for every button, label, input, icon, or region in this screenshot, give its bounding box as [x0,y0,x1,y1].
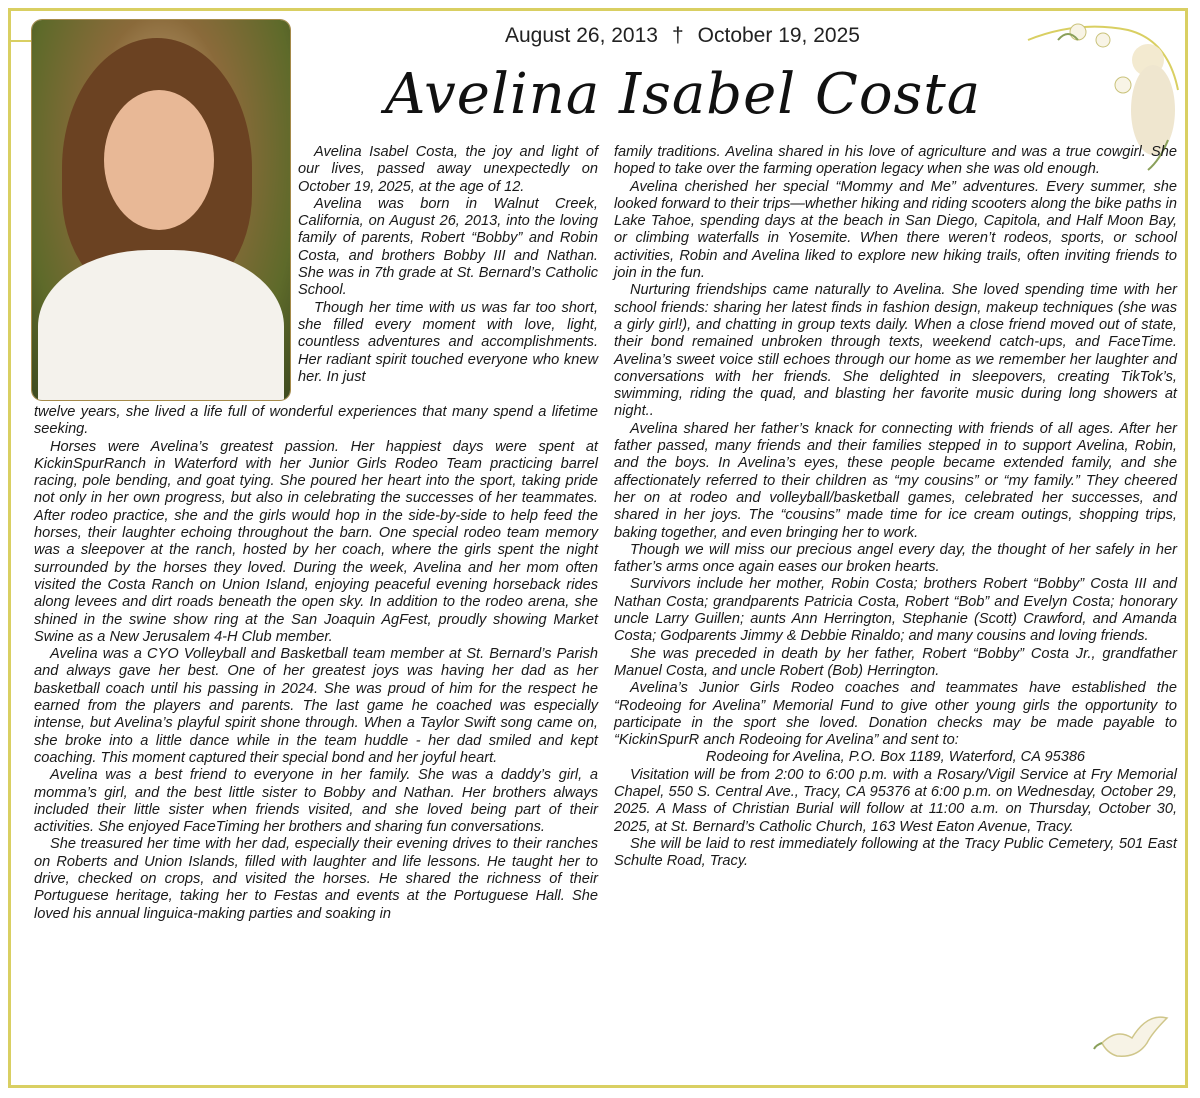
paragraph: Though her time with us was far too short, she filled every moment with love, light, countless adventures and accomplishments. Her radiant spirit touched everyone who knew her. In just [298,299,598,385]
cross-icon: † [671,24,684,47]
paragraph: Avelina was born in Walnut Creek, California, on August 26, 2013, into the loving family of parents, Robert “Bobby” and Robin Costa, and brothers Bobby III and Nathan. She was in 7th grade at St. Bernard’s Catholic School. [298,195,598,299]
paragraph: Avelina shared her father’s knack for connecting with friends of all ages. After her father passed, many friends and their families stepped in to support Avelina, Robin, and the boys. In Avelina’s eyes, these people became extended family, and she affectionately referred to their children as “my cousins” or “my family.” They cheered her on at rodeo and volleyball/basketball games, celebrated her successes, and shared in her joys. The “cousins” made time for ice cream outings, shopping trips, baking together, and even bringing her to work. [614,420,1177,541]
paragraph: She treasured her time with her dad, especially their evening drives to their ranches on Roberts and Union Islands, filled with laughter and life lessons. He taught her to drive, checked on crops, and visited the horses. He shared the richness of their Portuguese heritage, taking her to Festas and events at the Portuguese Hall. She loved his annual linguica-making parties and soaking in [34,836,598,922]
death-date: October 19, 2025 [697,24,860,47]
paragraph: Avelina was a best friend to everyone in her family. She was a daddy’s girl, a momma’s girl, and the best little sister to Bobby and Nathan. Her brothers always included their little sister when friends visited, and she loved being part of their activities. She enjoyed FaceTiming her brothers and sharing fun conversations. [34,767,598,836]
paragraph: Avelina Isabel Costa, the joy and light of our lives, passed away unexpectedly on October 19, 2025, at the age of 12. [298,144,598,195]
paragraph: Avelina’s Junior Girls Rodeo coaches and teammates have established the “Rodeoing for Avelina” Memorial Fund to give other young girls the opportunity to participate in the sport she loved. Donation checks may be made payable to “KickinSpurR anch Rodeoing for Avelina” and sent to: [614,680,1177,749]
life-dates [505,24,860,48]
paragraph: She was preceded in death by her father, Robert “Bobby” Costa Jr., grandfather Manuel Costa, and uncle Robert (Bob) Herrington. [614,645,1177,679]
paragraph: Avelina cherished her special “Mommy and Me” adventures. Every summer, she looked forward to their trips—whether hiking and riding scooters along the bike paths in Lake Tahoe, spending days at the beach in San Diego, Capitola, and Half Moon Bay, or climbing waterfalls in Yosemite. When there weren’t rodeos, sports, or school activities, Robin and Avelina liked to explore new hiking trails, often inviting friends to join in the fun. [614,178,1177,282]
wrap-text-column [298,144,598,386]
portrait-photo [32,20,290,400]
portrait-shirt [38,250,284,400]
paragraph: Nurturing friendships came naturally to Avelina. She loved spending time with her school friends: sharing her latest finds in fashion design, makeup techniques (she was a girly girl!), and chatting in group texts daily. When a close friend moved out of state, their bond remained unbroken through texts, weekend catch-ups, and FaceTime. Avelina’s sweet voice still echoes through our home as we remember her laughter and conversations with her friends. She delighted in sleepovers, creating TikTok’s, swimming, riding the quad, and blasting her favorite music during long showers at night.. [614,282,1177,420]
paragraph: Visitation will be from 2:00 to 6:00 p.m. with a Rosary/Vigil Service at Fry Memorial Chapel, 550 S. Central Ave., Tracy, CA 95376 at 6:00 p.m. on Wednesday, October 29, 2025. A Mass of Christian Burial will follow at 11:00 a.m. on Thursday, October 30, 2025, at St. Bernard’s Catholic Church, 163 West Eaton Avenue, Tracy. [614,766,1177,835]
right-column [614,144,1177,870]
memorial-address: Rodeoing for Avelina, P.O. Box 1189, Waterford, CA 95386 [705,749,1086,766]
portrait-face [104,90,214,230]
paragraph: Avelina was a CYO Volleyball and Basketball team member at St. Bernard’s Parish and always gave her best. One of her greatest joys was having her dad as her basketball coach until his passing in 2024. She was proud of him for the respect he earned from the players and parents. The last game he coached was especially intense, but Avelina’s playful spirit shone through. When a Taylor Swift song came on, she broke into a little dance while in the team huddle - her dad smiled and kept coaching. This moment captured their special bond and her joyful heart. [34,646,598,766]
paragraph: She will be laid to rest immediately following at the Tracy Public Cemetery, 501 East Schulte Road, Tracy. [614,835,1177,870]
paragraph: twelve years, she lived a life full of wonderful experiences that many spend a lifetime seeking. [34,404,598,438]
paragraph: Though we will miss our precious angel every day, the thought of her safely in her father’s arms once again eases our broken hearts. [614,541,1177,576]
paragraph: family traditions. Avelina shared in his love of agriculture and was a true cowgirl. She hoped to take over the farming operation legacy when she was old enough. [614,144,1177,178]
birth-date: August 26, 2013 [505,24,658,47]
dove-icon [1092,1008,1172,1068]
paragraph: Horses were Avelina’s greatest passion. Her happiest days were spent at KickinSpurRanch in Waterford with her Junior Girls Rodeo Team practicing barrel racing, pole bending, and goat tying. She poured her heart into the sport, taking pride not only in her own progress, but also in celebrating the successes of her teammates. After rodeo practice, she and the girls would hop in the side-by-side to help feed the horses, their laughter echoing throughout the barn. One special rodeo team memory was a sleepover at the ranch, hosted by her coach, where the girls spent the night surrounded by the horses they loved. During the week, Avelina and her mom often visited the Costa Ranch on Union Island, enjoying peaceful evening horseback rides along levees and dirt roads beneath the open sky. In addition to the rodeo arena, she shined in the swine show ring at the San Joaquin AgFest, proudly showing Market Swine as a New Jerusalem 4-H Club member. [34,438,598,645]
paragraph: Survivors include her mother, Robin Costa; brothers Robert “Bobby” Costa III and Nathan Costa; grandparents Patricia Costa, Robert “Bob” and Evelyn Costa; honorary uncle Larry Guillen; aunts Ann Herrington, Stephanie (Scott) Crawford, and Amanda Costa; Godparents Jimmy & Debbie Rinaldo; and many cousins and loving friends. [614,576,1177,645]
deceased-name: Avelina Isabel Costa [385,62,982,127]
left-column [34,404,598,923]
